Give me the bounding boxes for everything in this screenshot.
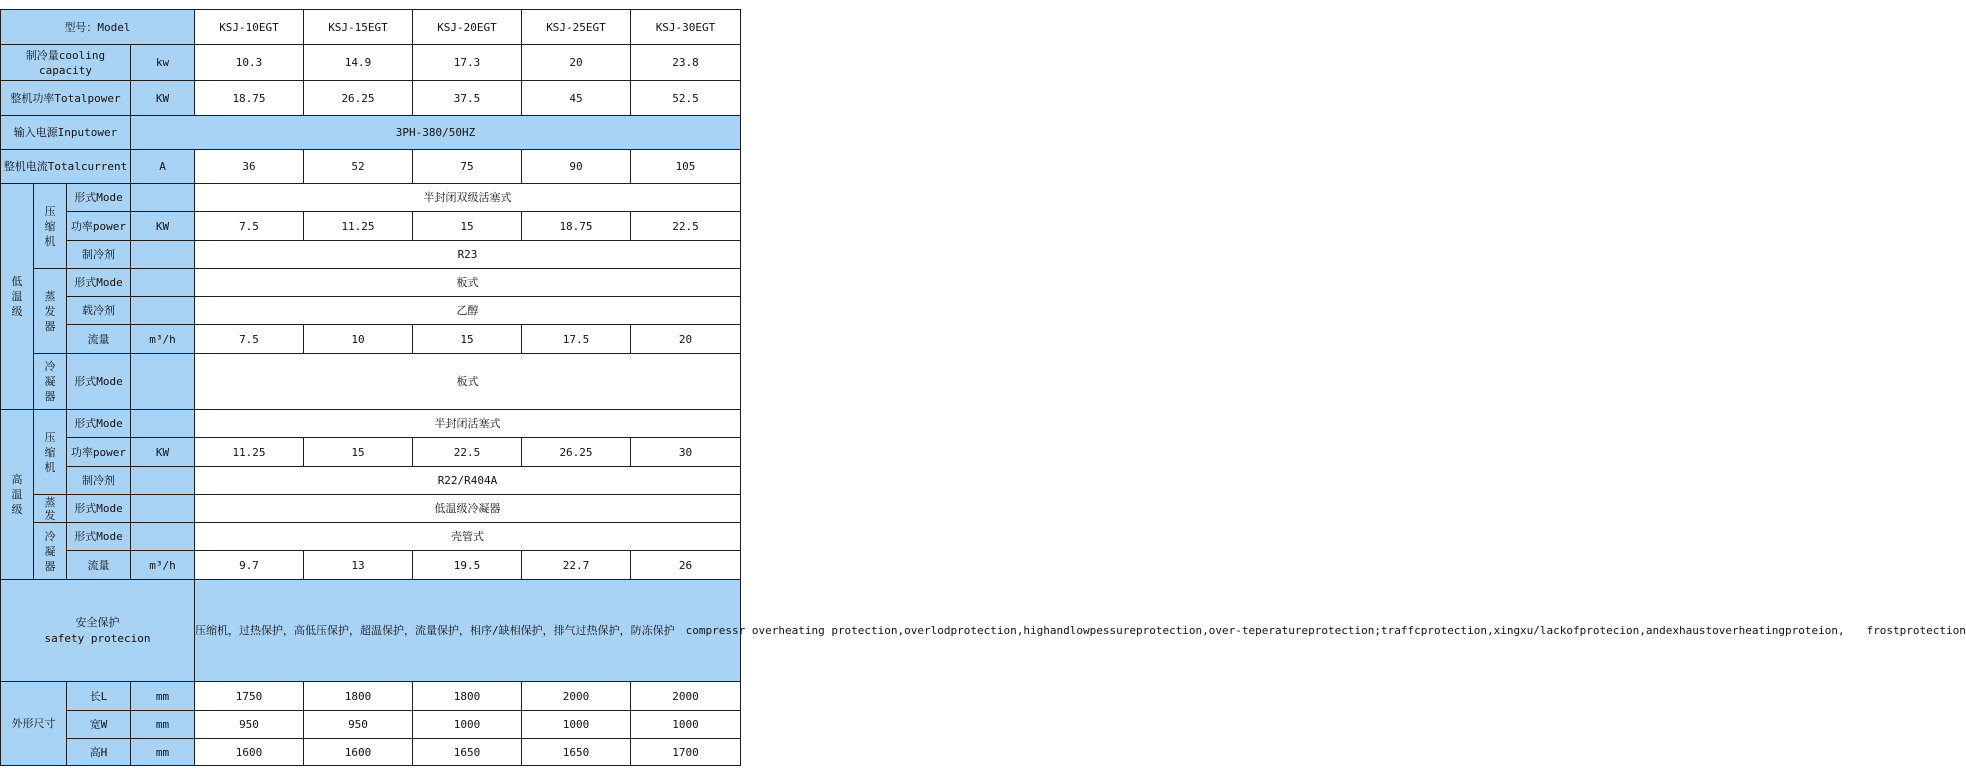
low-flow-unit: m³/h [131, 325, 195, 354]
input-label: 输入电源Inputower [1, 116, 131, 150]
low-comp-power-value: 22.5 [631, 212, 741, 241]
current-label: 整机电流Totalcurrent [1, 150, 131, 184]
power-value: 26.25 [304, 81, 413, 116]
high-stage-label [1, 410, 34, 580]
high-evaporator-char: 发 [44, 508, 56, 522]
high-condenser-char: 器 [44, 559, 56, 573]
dim-length-value: 2000 [522, 682, 631, 711]
safety-label-cn: 安全保护 [75, 615, 120, 629]
dim-height-label: 高H [67, 739, 131, 766]
high-refrigerant-label: 制冷剂 [67, 467, 131, 495]
high-flow-value: 19.5 [413, 551, 522, 580]
low-comp-power-value: 11.25 [304, 212, 413, 241]
low-cond-mode-label: 形式Mode [67, 354, 131, 410]
low-refrigerant-label: 制冷剂 [67, 241, 131, 269]
power-value: 18.75 [195, 81, 304, 116]
high-comp-power-value: 30 [631, 438, 741, 467]
safety-text: 压缩机，过热保护，高低压保护，超温保护，流量保护，相序/缺相保护，排气过热保护，防冻保护 compressr overheating protection,overlodprotection,highandlowpessureprotection,over-teperatureprotection;traffcprotection,xingxu/lackofprotecion,andexhaustoverheatingproteion, frostprotection [195, 580, 741, 682]
dim-width-value: 1000 [413, 711, 522, 739]
high-compressor-label [34, 410, 67, 495]
spec-table [0, 9, 1966, 766]
high-cond-mode-label: 形式Mode [67, 523, 131, 551]
dim-height-unit: mm [131, 739, 195, 766]
current-row [1, 150, 741, 184]
dim-length-value: 1800 [413, 682, 522, 711]
dim-height-value: 1600 [195, 739, 304, 766]
high-comp-power-value: 22.5 [413, 438, 522, 467]
high-flow-value: 13 [304, 551, 413, 580]
high-flow-value: 26 [631, 551, 741, 580]
low-comp-power-value: 7.5 [195, 212, 304, 241]
high-stage-char: 高 [11, 473, 23, 486]
low-stage-char: 低 [11, 275, 23, 288]
dimensions-label: 外形尺寸 [1, 682, 67, 766]
cooling-unit: kw [131, 45, 195, 81]
header-row [1, 10, 741, 45]
low-flow-value: 15 [413, 325, 522, 354]
low-evap-mode-unit [131, 269, 195, 297]
low-flow-value: 7.5 [195, 325, 304, 354]
low-stage-label [1, 184, 34, 410]
dim-length-value: 1800 [304, 682, 413, 711]
low-coolant-label: 载冷剂 [67, 297, 131, 325]
high-flow-label: 流量 [67, 551, 131, 580]
low-compressor-label [34, 184, 67, 269]
model-name: KSJ-15EGT [304, 10, 413, 45]
high-refrigerant-unit [131, 467, 195, 495]
safety-row [1, 580, 741, 682]
cooling-value: 10.3 [195, 45, 304, 81]
high-comp-mode-label: 形式Mode [67, 410, 131, 438]
low-refrigerant-unit [131, 241, 195, 269]
low-compressor-char: 缩 [44, 219, 56, 233]
power-label: 整机功率Totalpower [1, 81, 131, 116]
low-condenser-char: 凝 [44, 375, 56, 388]
low-flow-value: 10 [304, 325, 413, 354]
low-flow-row [1, 325, 741, 354]
low-refrigerant-row [1, 241, 741, 269]
dim-height-value: 1600 [304, 739, 413, 766]
dim-length-unit: mm [131, 682, 195, 711]
high-condenser-char: 冷 [44, 529, 56, 543]
current-value: 52 [304, 150, 413, 184]
low-cond-mode-row [1, 354, 741, 382]
dim-height-value: 1650 [522, 739, 631, 766]
high-cond-mode-value: 壳管式 [195, 523, 741, 551]
model-name: KSJ-20EGT [413, 10, 522, 45]
low-comp-mode-label: 形式Mode [67, 184, 131, 212]
high-cond-mode-unit [131, 523, 195, 551]
low-evaporator-char: 蒸 [44, 289, 56, 303]
high-comp-power-value: 26.25 [522, 438, 631, 467]
dim-width-value: 1000 [522, 711, 631, 739]
low-coolant-value: 乙醇 [195, 297, 741, 325]
low-coolant-row [1, 297, 741, 325]
low-evaporator-char: 发 [44, 304, 56, 318]
high-flow-value: 9.7 [195, 551, 304, 580]
power-row [1, 81, 741, 116]
dim-width-label: 宽W [67, 711, 131, 739]
high-evaporator-char: 蒸 [44, 495, 56, 509]
high-stage-char: 温 [11, 488, 23, 501]
low-stage-char: 级 [11, 305, 23, 318]
current-value: 105 [631, 150, 741, 184]
low-cond-mode-value: 板式 [195, 354, 741, 410]
power-unit: KW [131, 81, 195, 116]
low-comp-mode-unit [131, 184, 195, 212]
high-cond-mode-row [1, 523, 741, 551]
low-refrigerant-value: R23 [195, 241, 741, 269]
low-cond-mode-unit [131, 354, 195, 410]
high-condenser-label [34, 523, 67, 580]
high-comp-mode-row [1, 410, 741, 438]
high-compressor-char: 缩 [44, 445, 56, 459]
high-refrigerant-row [1, 467, 741, 495]
safety-label-en: safety protecion [44, 631, 151, 645]
low-flow-value: 20 [631, 325, 741, 354]
high-compressor-char: 机 [44, 460, 56, 474]
dim-height-row [1, 739, 741, 766]
cooling-label-line1: 制冷量cooling [25, 48, 106, 62]
low-coolant-unit [131, 297, 195, 325]
high-compressor-char: 压 [44, 430, 56, 444]
dim-width-value: 950 [195, 711, 304, 739]
model-name: KSJ-25EGT [522, 10, 631, 45]
high-comp-power-value: 15 [304, 438, 413, 467]
cooling-label-line2: capacity [39, 63, 92, 77]
low-comp-power-value: 15 [413, 212, 522, 241]
high-comp-mode-unit [131, 410, 195, 438]
power-value: 45 [522, 81, 631, 116]
low-condenser-char: 冷 [44, 360, 56, 373]
high-condenser-char: 凝 [44, 544, 56, 558]
high-flow-row [1, 551, 741, 580]
dim-length-value: 2000 [631, 682, 741, 711]
high-evap-mode-unit [131, 495, 195, 523]
dim-width-unit: mm [131, 711, 195, 739]
low-compressor-char: 压 [44, 204, 56, 218]
low-evaporator-char: 器 [44, 319, 56, 333]
dim-width-value: 1000 [631, 711, 741, 739]
low-evap-mode-row [1, 269, 741, 297]
low-comp-power-row [1, 212, 741, 241]
power-value: 37.5 [413, 81, 522, 116]
cooling-value: 14.9 [304, 45, 413, 81]
low-evap-mode-label: 形式Mode [67, 269, 131, 297]
low-compressor-char: 机 [44, 234, 56, 248]
power-value: 52.5 [631, 81, 741, 116]
high-evap-mode-value: 低温级冷凝器 [195, 495, 741, 523]
high-flow-value: 22.7 [522, 551, 631, 580]
cooling-value: 20 [522, 45, 631, 81]
low-stage-char: 温 [11, 290, 23, 303]
high-flow-unit: m³/h [131, 551, 195, 580]
low-comp-power-value: 18.75 [522, 212, 631, 241]
low-condenser-label [34, 354, 67, 410]
low-flow-value: 17.5 [522, 325, 631, 354]
cooling-value: 23.8 [631, 45, 741, 81]
dim-width-row [1, 711, 741, 739]
low-condenser-char: 器 [44, 390, 56, 403]
input-value: 3PH-380/50HZ [131, 116, 741, 150]
low-comp-power-unit: KW [131, 212, 195, 241]
low-comp-power-label: 功率power [67, 212, 131, 241]
current-value: 75 [413, 150, 522, 184]
low-flow-label: 流量 [67, 325, 131, 354]
low-comp-mode-value: 半封闭双级活塞式 [195, 184, 741, 212]
low-comp-mode-row [1, 184, 741, 212]
dim-length-value: 1750 [195, 682, 304, 711]
dim-height-value: 1700 [631, 739, 741, 766]
current-value: 36 [195, 150, 304, 184]
current-unit: A [131, 150, 195, 184]
cooling-value: 17.3 [413, 45, 522, 81]
high-comp-power-unit: KW [131, 438, 195, 467]
model-name: KSJ-30EGT [631, 10, 741, 45]
dim-width-value: 950 [304, 711, 413, 739]
dim-length-label: 长L [67, 682, 131, 711]
high-comp-power-value: 11.25 [195, 438, 304, 467]
high-comp-mode-value: 半封闭活塞式 [195, 410, 741, 438]
high-refrigerant-value: R22/R404A [195, 467, 741, 495]
high-comp-power-row [1, 438, 741, 467]
cooling-label [1, 45, 131, 81]
current-value: 90 [522, 150, 631, 184]
dim-height-value: 1650 [413, 739, 522, 766]
input-row [1, 116, 741, 150]
model-name: KSJ-10EGT [195, 10, 304, 45]
high-comp-power-label: 功率power [67, 438, 131, 467]
high-evap-mode-label: 形式Mode [67, 495, 131, 523]
dim-length-row [1, 682, 741, 711]
low-evaporator-label [34, 269, 67, 354]
safety-label [1, 580, 195, 682]
cooling-row [1, 45, 741, 81]
low-evap-mode-value: 板式 [195, 269, 741, 297]
high-evaporator-label [34, 495, 67, 523]
high-stage-char: 级 [11, 503, 23, 516]
model-label: 型号：Model [1, 10, 195, 45]
high-evap-mode-row [1, 495, 741, 523]
